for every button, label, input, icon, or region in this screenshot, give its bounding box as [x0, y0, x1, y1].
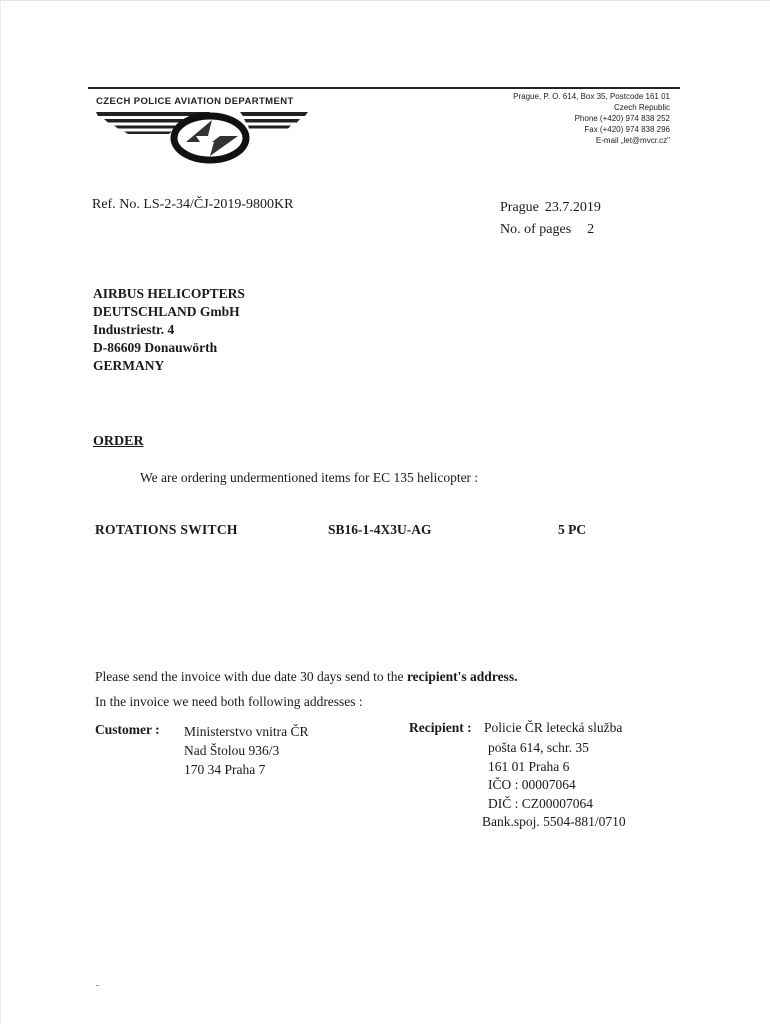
customer-address	[184, 722, 309, 779]
contact-email: E-mail „let@mvcr.cz"	[595, 136, 670, 145]
recipient-line: IČO : 00007064	[488, 777, 576, 792]
addressee-block	[93, 285, 245, 375]
addressee-line: GERMANY	[93, 358, 165, 373]
addressee-line: Industriestr. 4	[93, 322, 175, 337]
page-top-edge	[0, 0, 770, 1]
invoice-instruction-text: Please send the invoice with due date 30 days send to the	[95, 669, 407, 684]
invoice-addresses-note: In the invoice we need both following addresses :	[95, 694, 363, 709]
pages-value: 2	[587, 222, 595, 237]
customer-label: Customer :	[95, 722, 160, 737]
date-value: 23.7.2019	[544, 200, 601, 215]
recipient-line: Bank.spoj. 5504-881/0710	[482, 814, 626, 829]
order-item-quantity: 5 PC	[558, 522, 587, 537]
customer-line: Nad Štolou 936/3	[184, 743, 280, 758]
recipient-line: Policie ČR letecká služba	[484, 720, 623, 735]
contact-country: Czech Republic	[613, 103, 670, 112]
reference-number: Ref. No. LS-2-34/ČJ-2019-9800KR	[92, 197, 294, 212]
addressee-line: DEUTSCHLAND GmbH	[93, 304, 240, 319]
recipient-line: DIČ : CZ00007064	[488, 795, 594, 811]
customer-line: 170 34 Praha 7	[184, 762, 266, 777]
recipient-address	[482, 739, 626, 832]
date-place: Prague	[500, 200, 539, 215]
date-row	[500, 197, 601, 219]
scan-artifact	[96, 985, 99, 986]
order-item-code: SB16-1-4X3U-AG	[328, 522, 432, 537]
page-left-edge	[0, 0, 1, 1024]
pages-row	[500, 219, 601, 241]
police-aviation-winged-emblem-icon	[92, 106, 322, 166]
pages-label: No. of pages	[500, 222, 572, 237]
addressee-line: D-86609 Donauwörth	[93, 340, 218, 355]
invoice-instruction	[95, 669, 517, 685]
letterhead-contact-block	[513, 91, 670, 146]
order-title: ORDER	[93, 434, 144, 449]
recipient-line: 161 01 Praha 6	[488, 758, 570, 774]
invoice-instruction-emphasis: recipient's address.	[406, 669, 518, 684]
contact-address: Prague, P. O. 614, Box 35, Postcode 161 01	[513, 92, 670, 101]
organization-name: CZECH POLICE AVIATION DEPARTMENT	[96, 96, 294, 107]
recipient-label: Recipient :	[409, 720, 472, 735]
contact-phone: Phone (+420) 974 838 252	[574, 114, 670, 123]
letterhead-rule	[88, 87, 680, 89]
customer-line: Ministerstvo vnitra ČR	[184, 724, 309, 739]
date-block	[500, 197, 601, 241]
recipient-line: pošta 614, schr. 35	[488, 740, 589, 755]
contact-fax: Fax (+420) 974 838 296	[584, 125, 670, 134]
order-intro: We are ordering undermentioned items for EC 135 helicopter :	[140, 470, 479, 485]
addressee-line: AIRBUS HELICOPTERS	[93, 286, 245, 301]
order-item-name: ROTATIONS SWITCH	[95, 522, 238, 537]
